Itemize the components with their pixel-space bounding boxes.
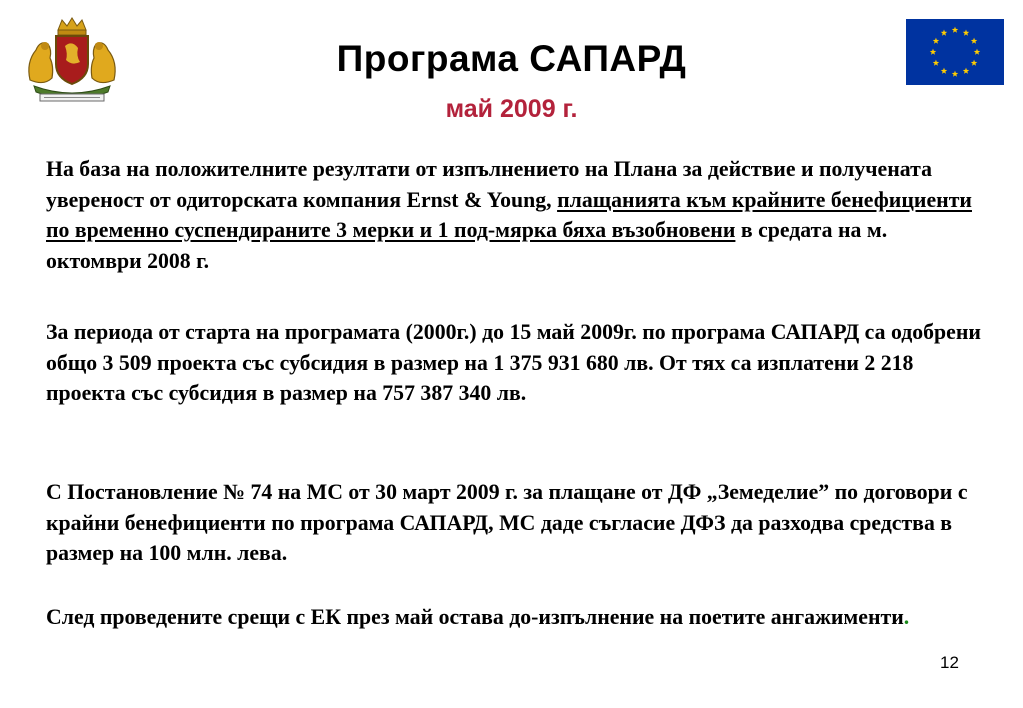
underlined-text: плащанията към крайните бенефициенти по временно суспендираните 3 мерки и 1 под-мярка бяха възобновени <box>46 187 972 242</box>
paragraph-text: След проведените срещи с ЕК през май остава до-изпълнение на поетите ангажименти <box>46 605 904 629</box>
paragraph-decree: С Постановление № 74 на МС от 30 март 2009 г. за плащане от ДФ „Земеделие” по договори с крайни бенефициенти по програма САПАРД, МС даде съгласие ДФЗ да разходва средства в размер на 100 млн. лева. <box>46 480 968 565</box>
paragraph-commitments <box>46 602 986 633</box>
page-title: Програма САПАРД <box>336 38 687 79</box>
paragraph-program-statistics: За периода от старта на програмата (2000г.) до 15 май 2009г. по програма САПАРД са одобрени общо 3 509 проекта със субсидия в размер на 1 375 931 680 лв. От тях са изплатени 2 218 проекта със субсидия в размер на 757 387 340 лв. <box>46 320 981 405</box>
paragraph-text: На база на положителните резултати от изпълнението на Плана за действие и получената увереност от одиторската компания Ernst & Young, <box>46 157 932 212</box>
page-subtitle-date: май 2009 г. <box>445 95 578 123</box>
green-period: . <box>903 605 910 629</box>
paragraph-text: в средата на м. октомври 2008 г. <box>46 218 888 273</box>
page-number: 12 <box>940 653 959 672</box>
paragraph-payments-resumed <box>46 154 986 276</box>
